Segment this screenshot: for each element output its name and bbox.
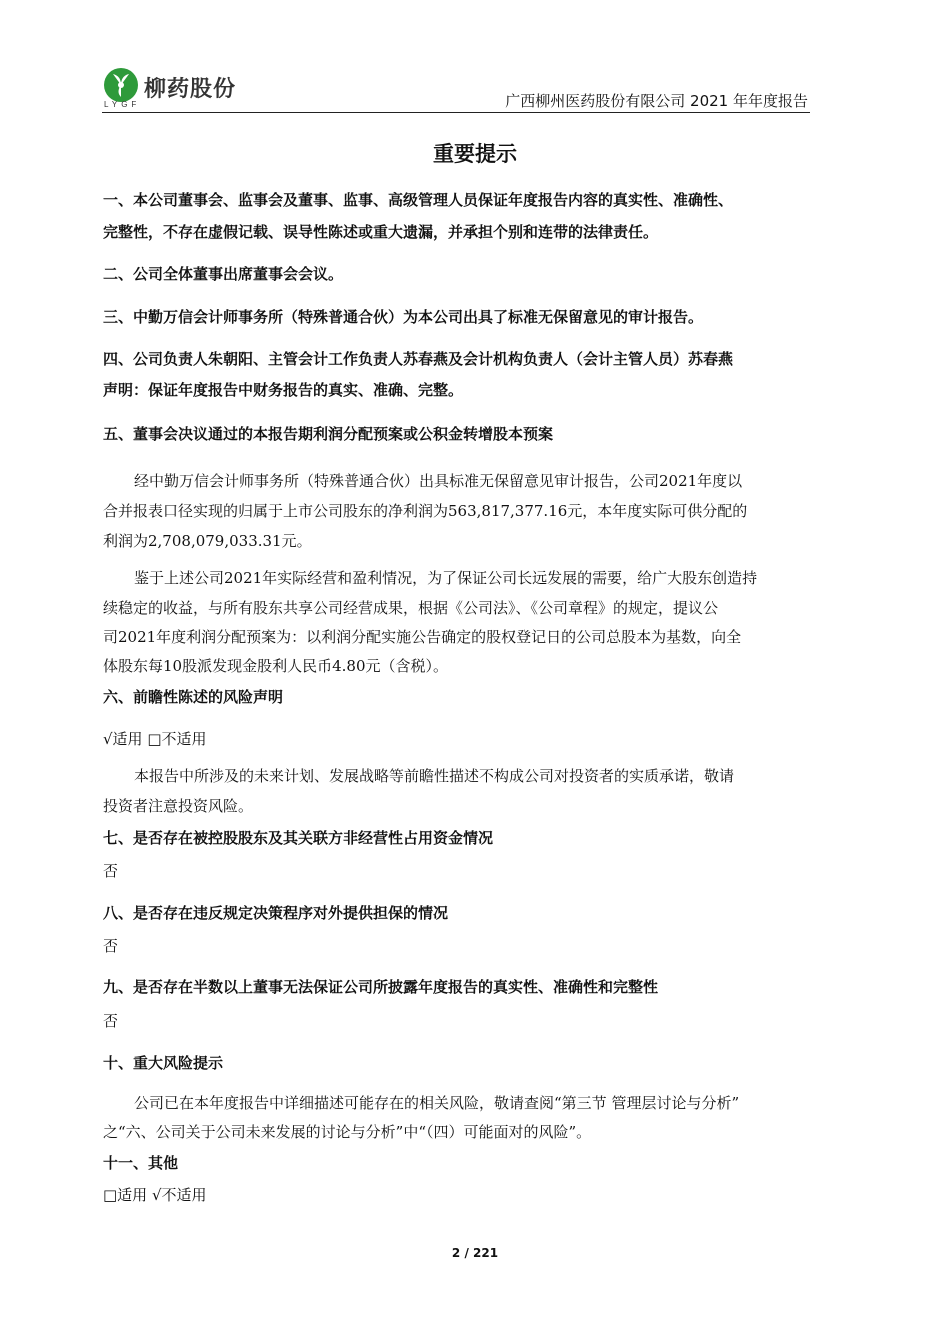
item-7-heading: 七、是否存在被控股股东及其关联方非经营性占用资金情况 — [103, 829, 494, 847]
dividend-paragraph-line-4: 体股东每10股派发现金股利人民币4.80元（含税）。 — [103, 657, 448, 675]
risk-paragraph-line-1: 本报告中所涉及的未来计划、发展战略等前瞻性描述不构成公司对投资者的实质承诺，敬请 — [134, 767, 735, 785]
lygf-logo-icon — [102, 66, 140, 104]
profit-paragraph-line-2: 合并报表口径实现的归属于上市公司股东的净利润为563,817,377.16元，本年度实际可供分配的 — [103, 502, 748, 520]
page-header — [102, 62, 810, 113]
item-2: 二、公司全体董事出席董事会会议。 — [103, 265, 344, 283]
profit-paragraph-line-3: 利润为2,708,079,033.31元。 — [103, 532, 312, 550]
item-8-answer: 否 — [103, 937, 119, 955]
company-logo — [102, 66, 262, 108]
item-11-applicability: □适用 √不适用 — [103, 1186, 207, 1204]
major-risk-paragraph-line-1: 公司已在本年度报告中详细描述可能存在的相关风险，敬请查阅“第三节 管理层讨论与分析” — [134, 1094, 740, 1112]
page-title: 重要提示 — [433, 142, 517, 166]
item-4-line-2: 声明：保证年度报告中财务报告的真实、准确、完整。 — [103, 381, 464, 399]
item-1-line-2: 完整性，不存在虚假记载、误导性陈述或重大遗漏，并承担个别和连带的法律责任。 — [103, 223, 659, 241]
dividend-paragraph-line-3: 司2021年度利润分配预案为：以利润分配实施公告确定的股权登记日的公司总股本为基数，向全 — [103, 628, 742, 646]
profit-paragraph-line-1: 经中勤万信会计师事务所（特殊普通合伙）出具标准无保留意见审计报告，公司2021年度以 — [134, 472, 743, 490]
dividend-paragraph-line-2: 续稳定的收益，与所有股东共享公司经营成果，根据《公司法》、《公司章程》的规定，提议公 — [103, 599, 719, 617]
item-7-answer: 否 — [103, 862, 119, 880]
dividend-paragraph-line-1: 鉴于上述公司2021年实际经营和盈利情况，为了保证公司长远发展的需要，给广大股东创造持 — [134, 569, 758, 587]
page-number: 2 / 221 — [451, 1246, 499, 1260]
risk-paragraph-line-2: 投资者注意投资风险。 — [103, 797, 254, 815]
item-9-heading: 九、是否存在半数以上董事无法保证公司所披露年度报告的真实性、准确性和完整性 — [103, 978, 659, 996]
major-risk-paragraph-line-2: 之“六、公司关于公司未来发展的讨论与分析”中“（四）可能面对的风险”。 — [103, 1123, 592, 1141]
item-5-heading: 五、董事会决议通过的本报告期利润分配预案或公积金转增股本预案 — [103, 425, 554, 443]
item-6-heading: 六、前瞻性陈述的风险声明 — [103, 688, 284, 706]
item-1-line-1: 一、本公司董事会、监事会及董事、监事、高级管理人员保证年度报告内容的真实性、准确性、 — [103, 191, 734, 209]
logo-abbreviation: LYGF — [104, 100, 141, 109]
item-8-heading: 八、是否存在违反规定决策程序对外提供担保的情况 — [103, 904, 449, 922]
item-3: 三、中勤万信会计师事务所（特殊普通合伙）为本公司出具了标准无保留意见的审计报告。 — [103, 308, 704, 326]
logo-name: 柳药股份 — [144, 77, 237, 102]
item-11-heading: 十一、其他 — [103, 1154, 179, 1172]
report-title: 广西柳州医药股份有限公司 2021 年年度报告 — [505, 92, 808, 110]
item-6-applicability: √适用 □不适用 — [103, 730, 207, 748]
item-4-line-1: 四、公司负责人朱朝阳、主管会计工作负责人苏春燕及会计机构负责人（会计主管人员）苏春燕 — [103, 350, 734, 368]
item-9-answer: 否 — [103, 1012, 119, 1030]
item-10-heading: 十、重大风险提示 — [103, 1054, 224, 1072]
